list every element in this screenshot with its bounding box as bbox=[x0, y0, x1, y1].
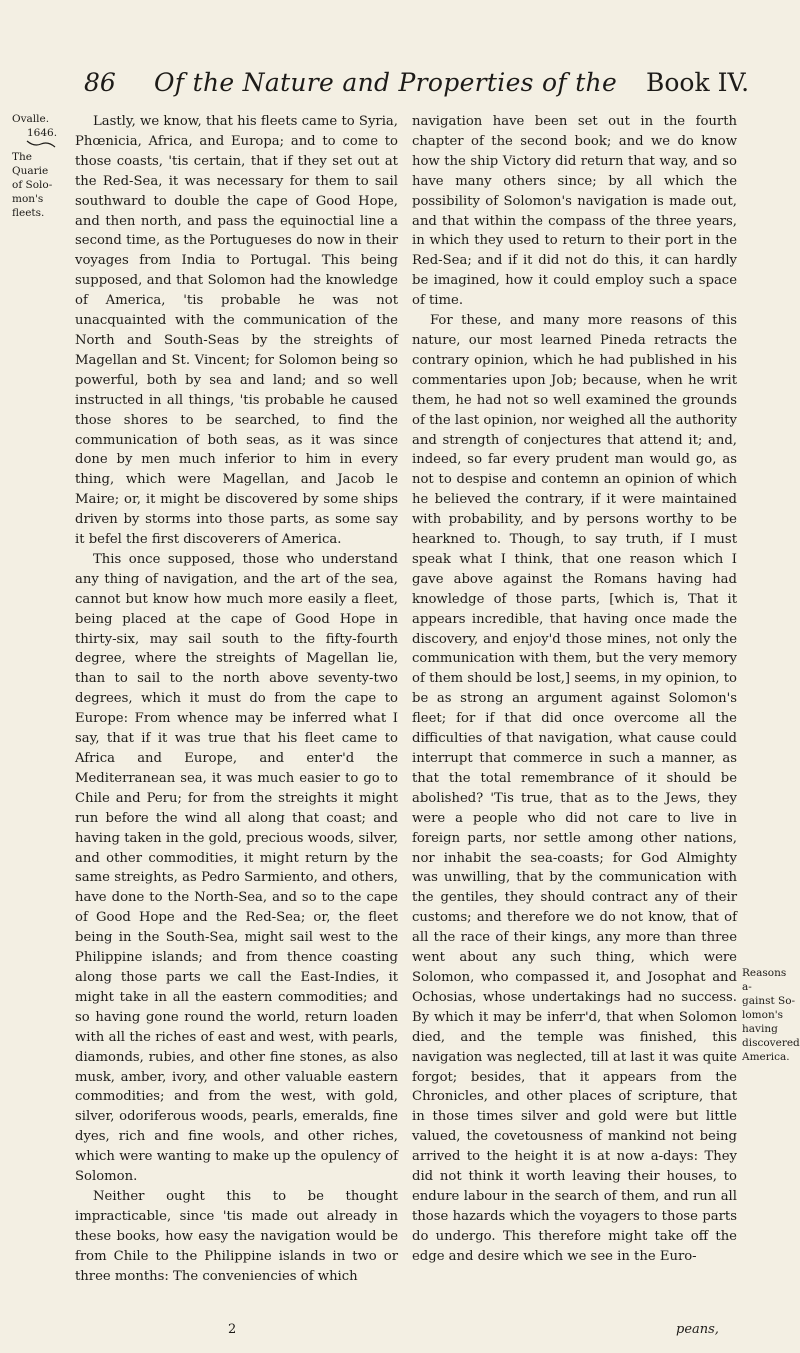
paragraph: Lastly, we know, that his fleets came to Syria, Phœnicia, Africa, and Europa; and to come to those coasts, 'tis certain, that if they set out at the Red-Sea, it was necessary for them to sail southward to double the cape of Good Hope, and then north, and pass the equinoctial line a second time, as the Portugueses do now in their voyages from India to Portugal. This being supposed, and that Solomon had the knowledge of America, 'tis probable he was not unacquainted with the communication of the North and South-Seas by the streights of Magellan and St. Vincent; for Solomon being so powerful, both by sea and land; and so well instructed in all things, 'tis probable he caused those shores to be searched, to find the communication of both seas, as it was since done by men much inferior to him in every thing, which were Magellan, and Jacob le Maire; or, it might be discovered by some ships driven by storms into those parts, as some say it befel the first discoverers of America. bbox=[75, 114, 398, 548]
margin-topic-line-1: The Quarie bbox=[12, 151, 49, 177]
margin-note-line: lomon's bbox=[742, 1009, 783, 1021]
paragraph: For these, and many more reasons of this nature, our most learned Pineda retracts the contrary opinion, which he had published in his commentaries upon Job; because, when he writ them, he had not so well examined the grounds of the last opinion, nor weighed all the authority and strength of conjectures that attend it; and, indeed, so far every prudent man would go, as not to despise and contemn an opinion of which he believed the contrary, if it were maintained with probability, and by persons worthy to be hearkned to. Though, to say truth, if I must speak what I think, that one reason which I gave above against the Romans having had knowledge of those parts, [which is, That it appears incredible, that having once made the discovery, and enjoy'd those mines, not only the communication with them, but the very memory of them should be lost,] seems, in my opinion, to be as strong an argument against Solomon's fleet; for if that did once overcome all the difficulties of that navigation, what cause could interrupt that commerce in such a manner, as that the total remembrance of it should be abolished? 'Tis true, that as to the Jews, they were a people who did not care to live in foreign parts, nor settle among other nations, nor inhabit the sea-coasts; for God Almighty was unwilling, that by the communication with the gentiles, they should contract any of their customs; and therefore we do not know, that of all the race of their kings, any more than three went about any such thing, which were Solomon, who compassed it, and Josophat and Ochosias, whose undertakings had no success. By which it may be inferr'd, that when Solomon died, and the temple was finished, this navigation was neglected, till at last it was quite forgot; besides, that it appears from the Chronicles, and other places of scripture, that in those times silver and gold were but little valued, the covetousness of mankind not being arrived to the height it is at now a-days: They did not think it worth leaving their houses, to endure labour in the search of them, and run all those hazards which the voyagers to those parts do undergo. This therefore might take off the edge and desire which we see in the Euro- bbox=[412, 313, 737, 1264]
paragraph: This once supposed, those who understand any thing of navigation, and the art of the sea, cannot but know how much more easily a fleet, being placed at the cape of Good Hope in thirty-six, may sail south to the fifty-fourth degree, where the streights of Magellan lie, than to sail to the north above seventy-two degrees, which it must do from the cape to Europe: From whence may be inferred what I say, that if it was true that his fleet came to Africa and Europe, and enter'd the Mediterranean sea, it was much easier to go to Chile and Peru; for from the streights it might run before the wind all along that coast; and having taken in the gold, precious woods, silver, and other commodities, it might return by the same streights, as Pedro Sarmiento, and others, have done to the North-Sea, and so to the cape of Good Hope and the Red-Sea; or, the fleet being in the South-Sea, might sail west to the Philippine islands; and from thence coasting along those parts we call the East-Indies, it might take in all the eastern commodities; and so having gone round the world, return loaden with all the riches of east and west, with pearls, diamonds, rubies, and other fine stones, as also musk, amber, ivory, and other valuable eastern commodities; and from the west, with gold, silver, odoriferous woods, pearls, emeralds, fine dyes, rich and fine wools, and other riches, which were wanting to make up the opulency of Solomon. bbox=[75, 551, 398, 1185]
catchword: peans, bbox=[676, 1322, 719, 1337]
paragraph: Neither ought this to be thought impracticable, since 'tis made out already in these books, how easy the navigation would be from Chile to the Philippine islands in two or three months: The conveniencies of which bbox=[75, 1188, 398, 1284]
margin-note-line: Reasons a- bbox=[742, 967, 787, 993]
page-number: 86 bbox=[84, 68, 116, 97]
bracket-ornament-icon bbox=[12, 140, 70, 150]
margin-year: 1646. bbox=[27, 127, 58, 139]
margin-note-line: gainst So- bbox=[742, 995, 796, 1007]
paragraph: navigation have been set out in the fourth chapter of the second book; and we do know how the ship Victory did return that way, and so have many others since; by all which the possibility of Solomon's navigation is made out, and that within the compass of the three years, in which they used to return to their port in the Red-Sea; and if it did not do this, it can hardly be imagined, how it could employ such a space of time. bbox=[412, 114, 737, 309]
running-title: Of the Nature and Properties of the bbox=[154, 68, 618, 97]
margin-note-line: America. bbox=[742, 1051, 790, 1063]
margin-author: Ovalle. bbox=[12, 113, 50, 125]
margin-note-left bbox=[12, 112, 70, 220]
margin-topic-line-2: of Solo- bbox=[12, 179, 53, 191]
margin-topic-line-3: mon's bbox=[12, 193, 44, 205]
text-column-left bbox=[75, 112, 398, 1286]
text-column-right bbox=[412, 112, 737, 1267]
margin-note-line: discovered bbox=[742, 1037, 800, 1049]
margin-topic-line-4: fleets. bbox=[12, 207, 45, 219]
margin-note-line: having bbox=[742, 1023, 778, 1035]
margin-note-right bbox=[742, 966, 798, 1064]
page-header bbox=[0, 68, 800, 108]
book-label: Book IV. bbox=[646, 68, 750, 97]
signature-mark: 2 bbox=[228, 1322, 237, 1337]
